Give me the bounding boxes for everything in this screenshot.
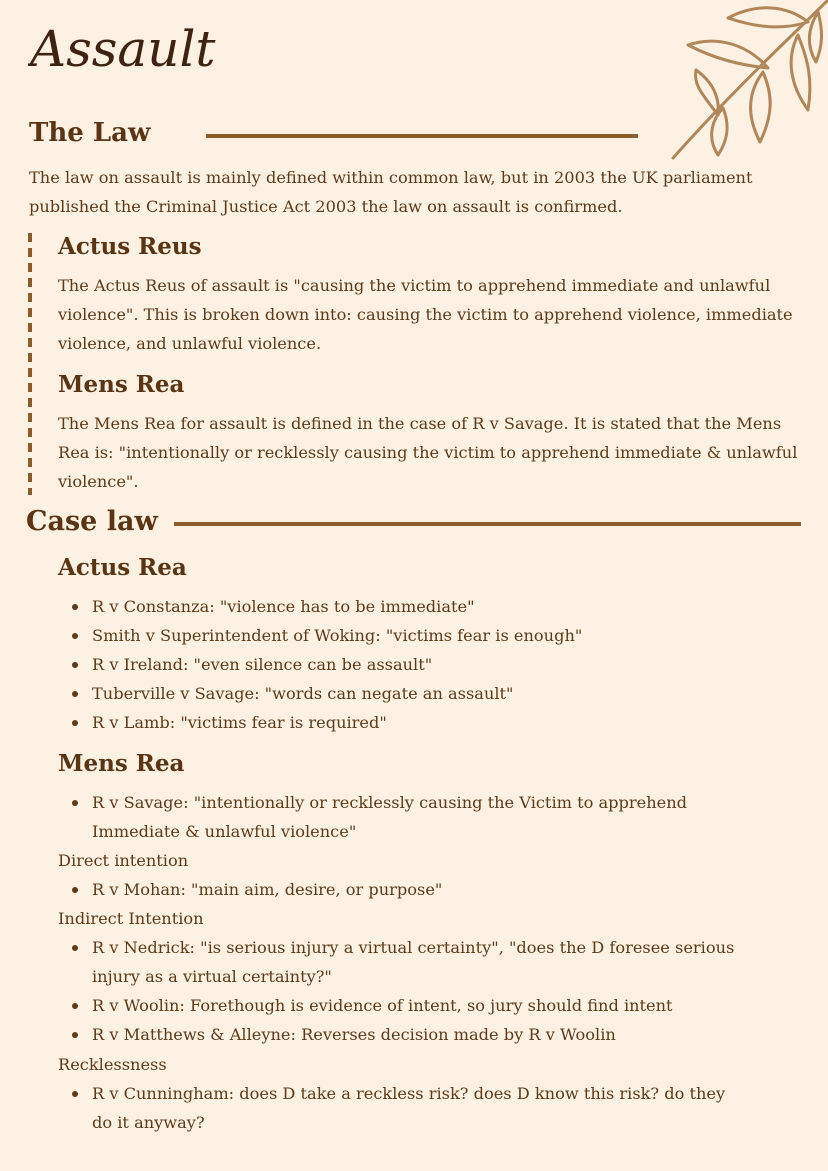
subheading-actus-rea: Actus Rea: [58, 554, 187, 581]
list-item: R v Ireland: "even silence can be assault": [58, 650, 798, 679]
page-title: [28, 14, 248, 84]
list-item: R v Nedrick: "is serious injury a virtual certainty", "does the D foresee serious injury as a virtual certainty?": [58, 933, 748, 991]
list-item: R v Matthews & Alleyne: Reverses decision made by R v Woolin: [58, 1020, 748, 1049]
list-item: R v Constanza: "violence has to be immediate": [58, 592, 798, 621]
list-item: Smith v Superintendent of Woking: "victims fear is enough": [58, 621, 798, 650]
list-item: Tuberville v Savage: "words can negate an assault": [58, 679, 798, 708]
mens-rea-paragraph: The Mens Rea for assault is defined in the case of R v Savage. It is stated that the Mens Rea is: "intentionally or recklessly causing the victim to apprehend immediate & unlawful violence".: [58, 414, 798, 491]
heading-rule: [174, 522, 801, 526]
recklessness-list: [58, 1079, 738, 1137]
direct-intention-list: [58, 875, 798, 904]
list-item: R v Mohan: "main aim, desire, or purpose": [58, 875, 798, 904]
list-item: R v Cunningham: does D take a reckless risk? does D know this risk? do they do it anyway?: [58, 1079, 738, 1137]
recklessness-label: Recklessness: [58, 1055, 167, 1074]
list-item: R v Savage: "intentionally or recklessly causing the Victim to apprehend Immediate & unlawful violence": [58, 788, 698, 846]
mens-rea-case-list: [58, 788, 698, 846]
subheading-mens-rea-cases: Mens Rea: [58, 750, 185, 777]
actus-rea-case-list: [58, 592, 798, 737]
heading-rule: [206, 134, 638, 138]
intro-paragraph: The law on assault is mainly defined within common law, but in 2003 the UK parliament published the Criminal Justice Act 2003 the law on assault is confirmed.: [29, 168, 753, 216]
list-item: R v Woolin: Forethough is evidence of intent, so jury should find intent: [58, 991, 748, 1020]
indirect-intention-list: [58, 933, 748, 1049]
section-heading-the-law: The Law: [29, 118, 151, 148]
subheading-actus-reus: Actus Reus: [58, 233, 202, 260]
list-item: R v Lamb: "victims fear is required": [58, 708, 798, 737]
svg-text:Assault: Assault: [30, 20, 216, 78]
dashed-divider: [28, 233, 32, 495]
subheading-mens-rea: Mens Rea: [58, 371, 185, 398]
indirect-intention-label: Indirect Intention: [58, 909, 204, 928]
leaf-branch-decoration: [618, 0, 828, 165]
actus-reus-paragraph: The Actus Reus of assault is "causing the victim to apprehend immediate and unlawful violence". This is broken down into: causing the victim to apprehend violence, immediate violence, and unlawful violence.: [58, 276, 793, 353]
direct-intention-label: Direct intention: [58, 851, 189, 870]
section-heading-case-law: Case law: [26, 506, 158, 537]
